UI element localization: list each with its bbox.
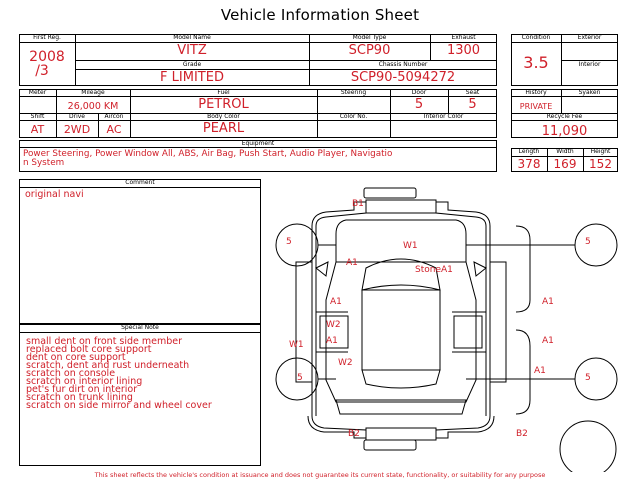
mark-w2-left-rear: W2 — [338, 358, 353, 368]
history-label: History — [525, 89, 547, 96]
wheel-front-right-grade: 5 — [585, 237, 591, 247]
height-label: Height — [590, 148, 611, 155]
first-reg-month: /3 — [35, 63, 49, 79]
front-body-outline-right — [436, 202, 490, 240]
fuel-value: PETROL — [198, 97, 249, 112]
mark-w1-windshield: W1 — [403, 241, 418, 251]
special-note-label: Special Note — [121, 324, 159, 331]
model-name-label: Model Name — [173, 34, 211, 41]
wheel-front-left-grade: 5 — [286, 237, 292, 247]
equipment-label: Equipment — [241, 140, 275, 147]
disclaimer-footer: This sheet reflects the vehicle's condition at issuance and does not guarantee its current state, functionality, or suitability for any purpose — [94, 471, 546, 479]
mark-b2-left: B2 — [348, 429, 360, 439]
grade-value: F LIMITED — [160, 70, 224, 85]
history-value: PRIVATE — [519, 102, 553, 111]
comment-label: Comment — [125, 179, 155, 186]
chassis-label: Chassis Number — [378, 61, 428, 68]
mark-a1-left-door: A1 — [326, 336, 338, 346]
syaken-label: Syaken — [578, 89, 601, 96]
front-bumper-shape — [364, 188, 416, 198]
special-note-line-8: scratch on trunk lining — [26, 392, 133, 403]
exhaust-value: 1300 — [446, 43, 481, 58]
recycle-fee-value: 11,090 — [541, 124, 588, 139]
width-label: Width — [556, 148, 574, 155]
aircon-label: Aircon — [104, 113, 124, 120]
shift-label: Shift — [30, 113, 45, 120]
mileage-label: Mileage — [81, 89, 105, 96]
exterior-label: Exterior — [577, 34, 602, 41]
chassis-value: SCP90-5094272 — [350, 70, 456, 85]
roof-outline — [362, 290, 440, 370]
rear-bumper-shape — [364, 440, 416, 450]
mark-stone: StoneA1 — [415, 265, 453, 275]
mileage-value: 26,000 KM — [67, 101, 119, 112]
mark-b2-right: B2 — [516, 429, 528, 439]
mark-a1-hood-left: A1 — [346, 258, 358, 268]
wheel-rear-right-grade: 5 — [585, 373, 591, 383]
equipment-line-2: n System — [23, 158, 65, 168]
grade-label: Grade — [182, 61, 202, 68]
seat-label: Seat — [465, 89, 480, 96]
door-label: Door — [411, 89, 427, 96]
body-color-value: PEARL — [202, 121, 245, 136]
seat-value: 5 — [468, 97, 477, 112]
interior-label: Interior — [578, 61, 601, 68]
shift-value: AT — [30, 123, 45, 136]
aircon-value: AC — [106, 123, 122, 136]
door-value: 5 — [414, 97, 424, 112]
comment-text: original navi — [25, 189, 84, 200]
width-value: 169 — [553, 157, 577, 171]
steering-label: Steering — [340, 89, 367, 96]
special-note-line-3: dent on core support — [26, 352, 126, 363]
exhaust-label: Exhaust — [451, 34, 476, 41]
sheet-title: Vehicle Information Sheet — [220, 6, 420, 24]
mark-a1-right-door: A1 — [542, 336, 554, 346]
special-note-line-7: pet's fur dirt on interior — [26, 384, 138, 395]
equipment-line-1: Power Steering, Power Window All, ABS, Air Bag, Push Start, Audio Player, Navigatio — [23, 149, 393, 159]
spare-wheel-shape — [560, 421, 616, 472]
special-note-line-4: scratch, dent and rust underneath — [26, 360, 190, 371]
wheel-rear-left-grade: 5 — [297, 373, 303, 383]
model-name-value: VITZ — [177, 43, 207, 58]
mark-w1-left: W1 — [289, 340, 304, 350]
hood-outline — [336, 220, 466, 262]
meter-label: Meter — [28, 89, 47, 96]
mark-w2-left-door: W2 — [326, 320, 341, 330]
body-color-label: Body Color — [207, 113, 240, 120]
special-note-line-6: scratch on interior lining — [26, 376, 143, 387]
model-type-label: Model Type — [352, 34, 387, 41]
special-note-line-5: scratch on console — [26, 368, 116, 379]
height-value: 152 — [589, 157, 612, 171]
special-note-line-2: replaced bolt core support — [26, 344, 152, 355]
drive-label: Drive — [69, 113, 85, 120]
model-type-value: SCP90 — [348, 43, 391, 58]
special-note-line-1: small dent on front side member — [26, 336, 183, 347]
special-note-line-9: scratch on side mirror and wheel cover — [26, 400, 212, 411]
wheel-rear-right-shape — [575, 358, 617, 400]
fuel-label: Fuel — [217, 89, 230, 96]
drive-value: 2WD — [63, 123, 91, 136]
mark-a1-right-rear: A1 — [534, 366, 546, 376]
comment-box — [19, 179, 261, 324]
rear-window-outline — [362, 370, 440, 388]
first-reg-year: 2008 — [29, 49, 65, 65]
color-no-label: Color No. — [339, 113, 368, 120]
condition-label: Condition — [521, 34, 551, 41]
recycle-fee-label: Recycle Fee — [546, 113, 583, 120]
first-reg-label: First Reg. — [33, 34, 61, 41]
length-value: 378 — [517, 157, 541, 171]
mark-b1: B1 — [352, 199, 364, 209]
mark-a1-right-front: A1 — [542, 297, 554, 307]
interior-color-label: Interior Color — [423, 113, 464, 120]
car-damage-diagram — [268, 180, 628, 472]
wheel-front-right-shape — [575, 224, 617, 266]
length-label: Length — [518, 148, 540, 155]
mark-a1-left-front: A1 — [330, 297, 342, 307]
condition-value: 3.5 — [523, 53, 549, 72]
